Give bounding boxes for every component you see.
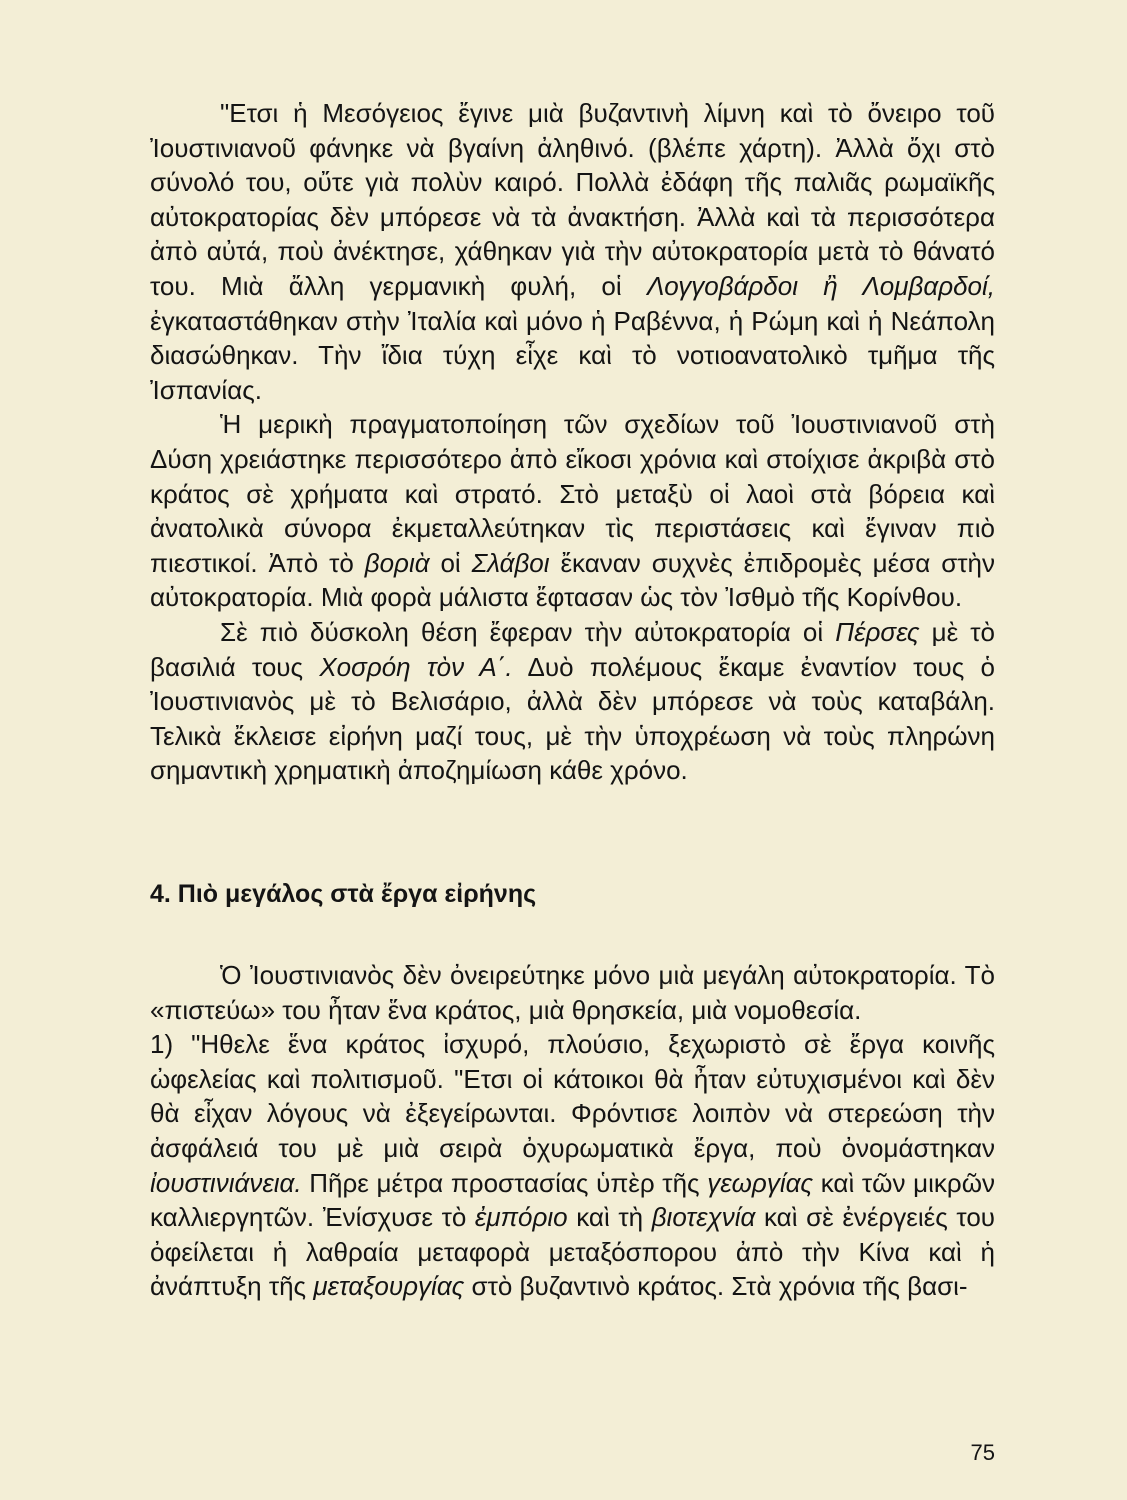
italic-term-north: βοριὰ [364,547,430,578]
text-run: Πῆρε μέτρα προστασίας ὑπὲρ τῆς [301,1167,708,1198]
italic-term-persians: Πέρσες [835,616,920,647]
text-run: οἱ [429,547,472,578]
text-run: μὲ τὸ βασιλιά τους [150,616,995,682]
italic-term-slavs: Σλάβοι [471,547,550,578]
paragraph-western-plans [150,407,995,615]
text-run: Ὁ Ἰουστινιανὸς δὲν ὀνειρεύτηκε μόνο μιὰ μεγάλη αὐτοκρατορία. Τὸ «πιστεύω» του ἦταν ἕνα κράτος, μιὰ θρησκεία, μιὰ νομοθεσία. [150,960,995,1025]
text-run: ἔκαναν συχνὲς ἐπιδρομὲς μέσα στὴν αὐτοκρατορία. Μιὰ φορὰ μάλιστα ἔφτασαν ὡς τὸν Ἰσθμὸ τῆς Κορίνθου. [150,547,996,613]
italic-term-agriculture: γεωργίας [707,1167,814,1198]
page-number: 75 [970,1440,995,1465]
paragraph-mediterranean [150,96,995,407]
text-run: Δυὸ πολέμους ἔκαμε ἐναντίον τους ὁ Ἰουστινιανὸς μὲ τὸ Βελισάριο, ἀλλὰ δὲν μπόρεσε νὰ τοὺς καταβάλη. Τελικὰ ἔκλεισε εἰρήνη μαζί τους, μὲ τὴν ὑποχρέωση νὰ τοὺς πληρώνη σημαντικὴ χρηματικὴ ἀποζημίωση κάθε χρόνο. [150,651,995,786]
text-run: Ἡ μερικὴ πραγματοποίηση τῶν σχεδίων τοῦ Ἰουστινιανοῦ στὴ Δύση χρειάστηκε περισσότερο ἀπὸ εἴκοσι χρόνια καὶ στοίχισε ἀκριβὰ στὸ κράτος σὲ χρήματα καὶ στρατό. Στὸ μεταξὺ οἱ λαοὶ στὰ βόρεια καὶ ἀνατολικὰ σύνορα ἐκμεταλλεύτηκαν τὶς περιστάσεις καὶ ἔγιναν πιὸ πιεστικοί. Ἀπὸ τὸ [150,409,995,578]
italic-term-silk: μεταξουργίας [313,1271,465,1302]
paragraph-persians [150,615,995,788]
italic-term-khosrow: Χοσρόη τὸν Α΄. [319,651,513,682]
section-1-text [150,96,995,788]
paragraph-credo [150,958,995,1027]
text-run: στὸ βυζαντινὸ κράτος. Στὰ χρόνια τῆς βασι- [464,1271,968,1302]
italic-term-lombards: Λογγοβάρδοι ἢ Λομβαρδοί, [646,270,995,301]
text-run: 1) "Ηθελε ἕνα κράτος ἰσχυρό, πλούσιο, ξεχωριστὸ σὲ ἔργα κοινῆς ὠφελείας καὶ πολιτισμοῦ. "Ετσι οἱ κάτοικοι θὰ ἦταν εὐτυχισμένοι καὶ δὲν θὰ εἶχαν λόγους νὰ ἐξεγείρωνται. Φρόντισε λοιπὸν νὰ στερεώση τὴν ἀσφάλειά του μὲ μιὰ σειρὰ ὀχυρωματικὰ ἔργα, ποὺ ὀνομάστηκαν [150,1029,995,1163]
text-run: ἐγκαταστάθηκαν στὴν Ἰταλία καὶ μόνο ἡ Ραβέννα, ἡ Ρώμη καὶ ἡ Νεάπολη διασώθηκαν. Τὴν ἴδια τύχη εἶχε καὶ τὸ νοτιοανατολικὸ τμῆμα τῆς Ἰσπανίας. [150,305,995,405]
text-run: "Ετσι ἡ Μεσόγειος ἔγινε μιὰ βυζαντινὴ λίμνη καὶ τὸ ὄνειρο τοῦ Ἰουστινιανοῦ φάνηκε νὰ βγαίνη ἀληθινό. (βλέπε χάρτη). Ἀλλὰ ὄχι στὸ σύνολό του, οὔτε γιὰ πολὺν καιρό. Πολλὰ ἐδάφη τῆς παλιᾶς ρωμαϊκῆς αὐτοκρατορίας δὲν μπόρεσε νὰ τὰ ἀνακτήση. Ἀλλὰ καὶ τὰ περισσότερα ἀπὸ αὐτά, ποὺ ἀνέκτησε, χάθηκαν γιὰ τὴν αὐτοκρατορία μετὰ τὸ θάνατό του. Μιὰ ἄλλη γερμανικὴ φυλή, οἱ [150,98,995,301]
italic-term-commerce: ἐμπόριο [474,1202,568,1233]
text-run: καὶ τὴ [567,1202,652,1233]
text-run: Σὲ πιὸ δύσκολη θέση ἔφεραν τὴν αὐτοκρατορία οἱ [220,616,836,647]
paragraph-state [150,1027,995,1304]
text-run: καὶ σὲ ἐνέργειές του ὀφείλεται ἡ λαθραία μεταφορὰ μεταξόσπορου ἀπὸ τὴν Κίνα καὶ ἡ ἀνάπτυξη τῆς [150,1202,995,1302]
section-heading: 4. Πιὸ μεγάλος στὰ ἔργα εἰρήνης [150,880,537,908]
italic-term-crafts: βιοτεχνία [651,1202,756,1233]
italic-term-iustinianeia: ἰουστινιάνεια. [150,1167,302,1198]
text-run: καὶ τῶν μικρῶν καλλιεργητῶν. Ἐνίσχυσε τὸ [150,1167,996,1233]
section-2-text [150,958,995,1304]
